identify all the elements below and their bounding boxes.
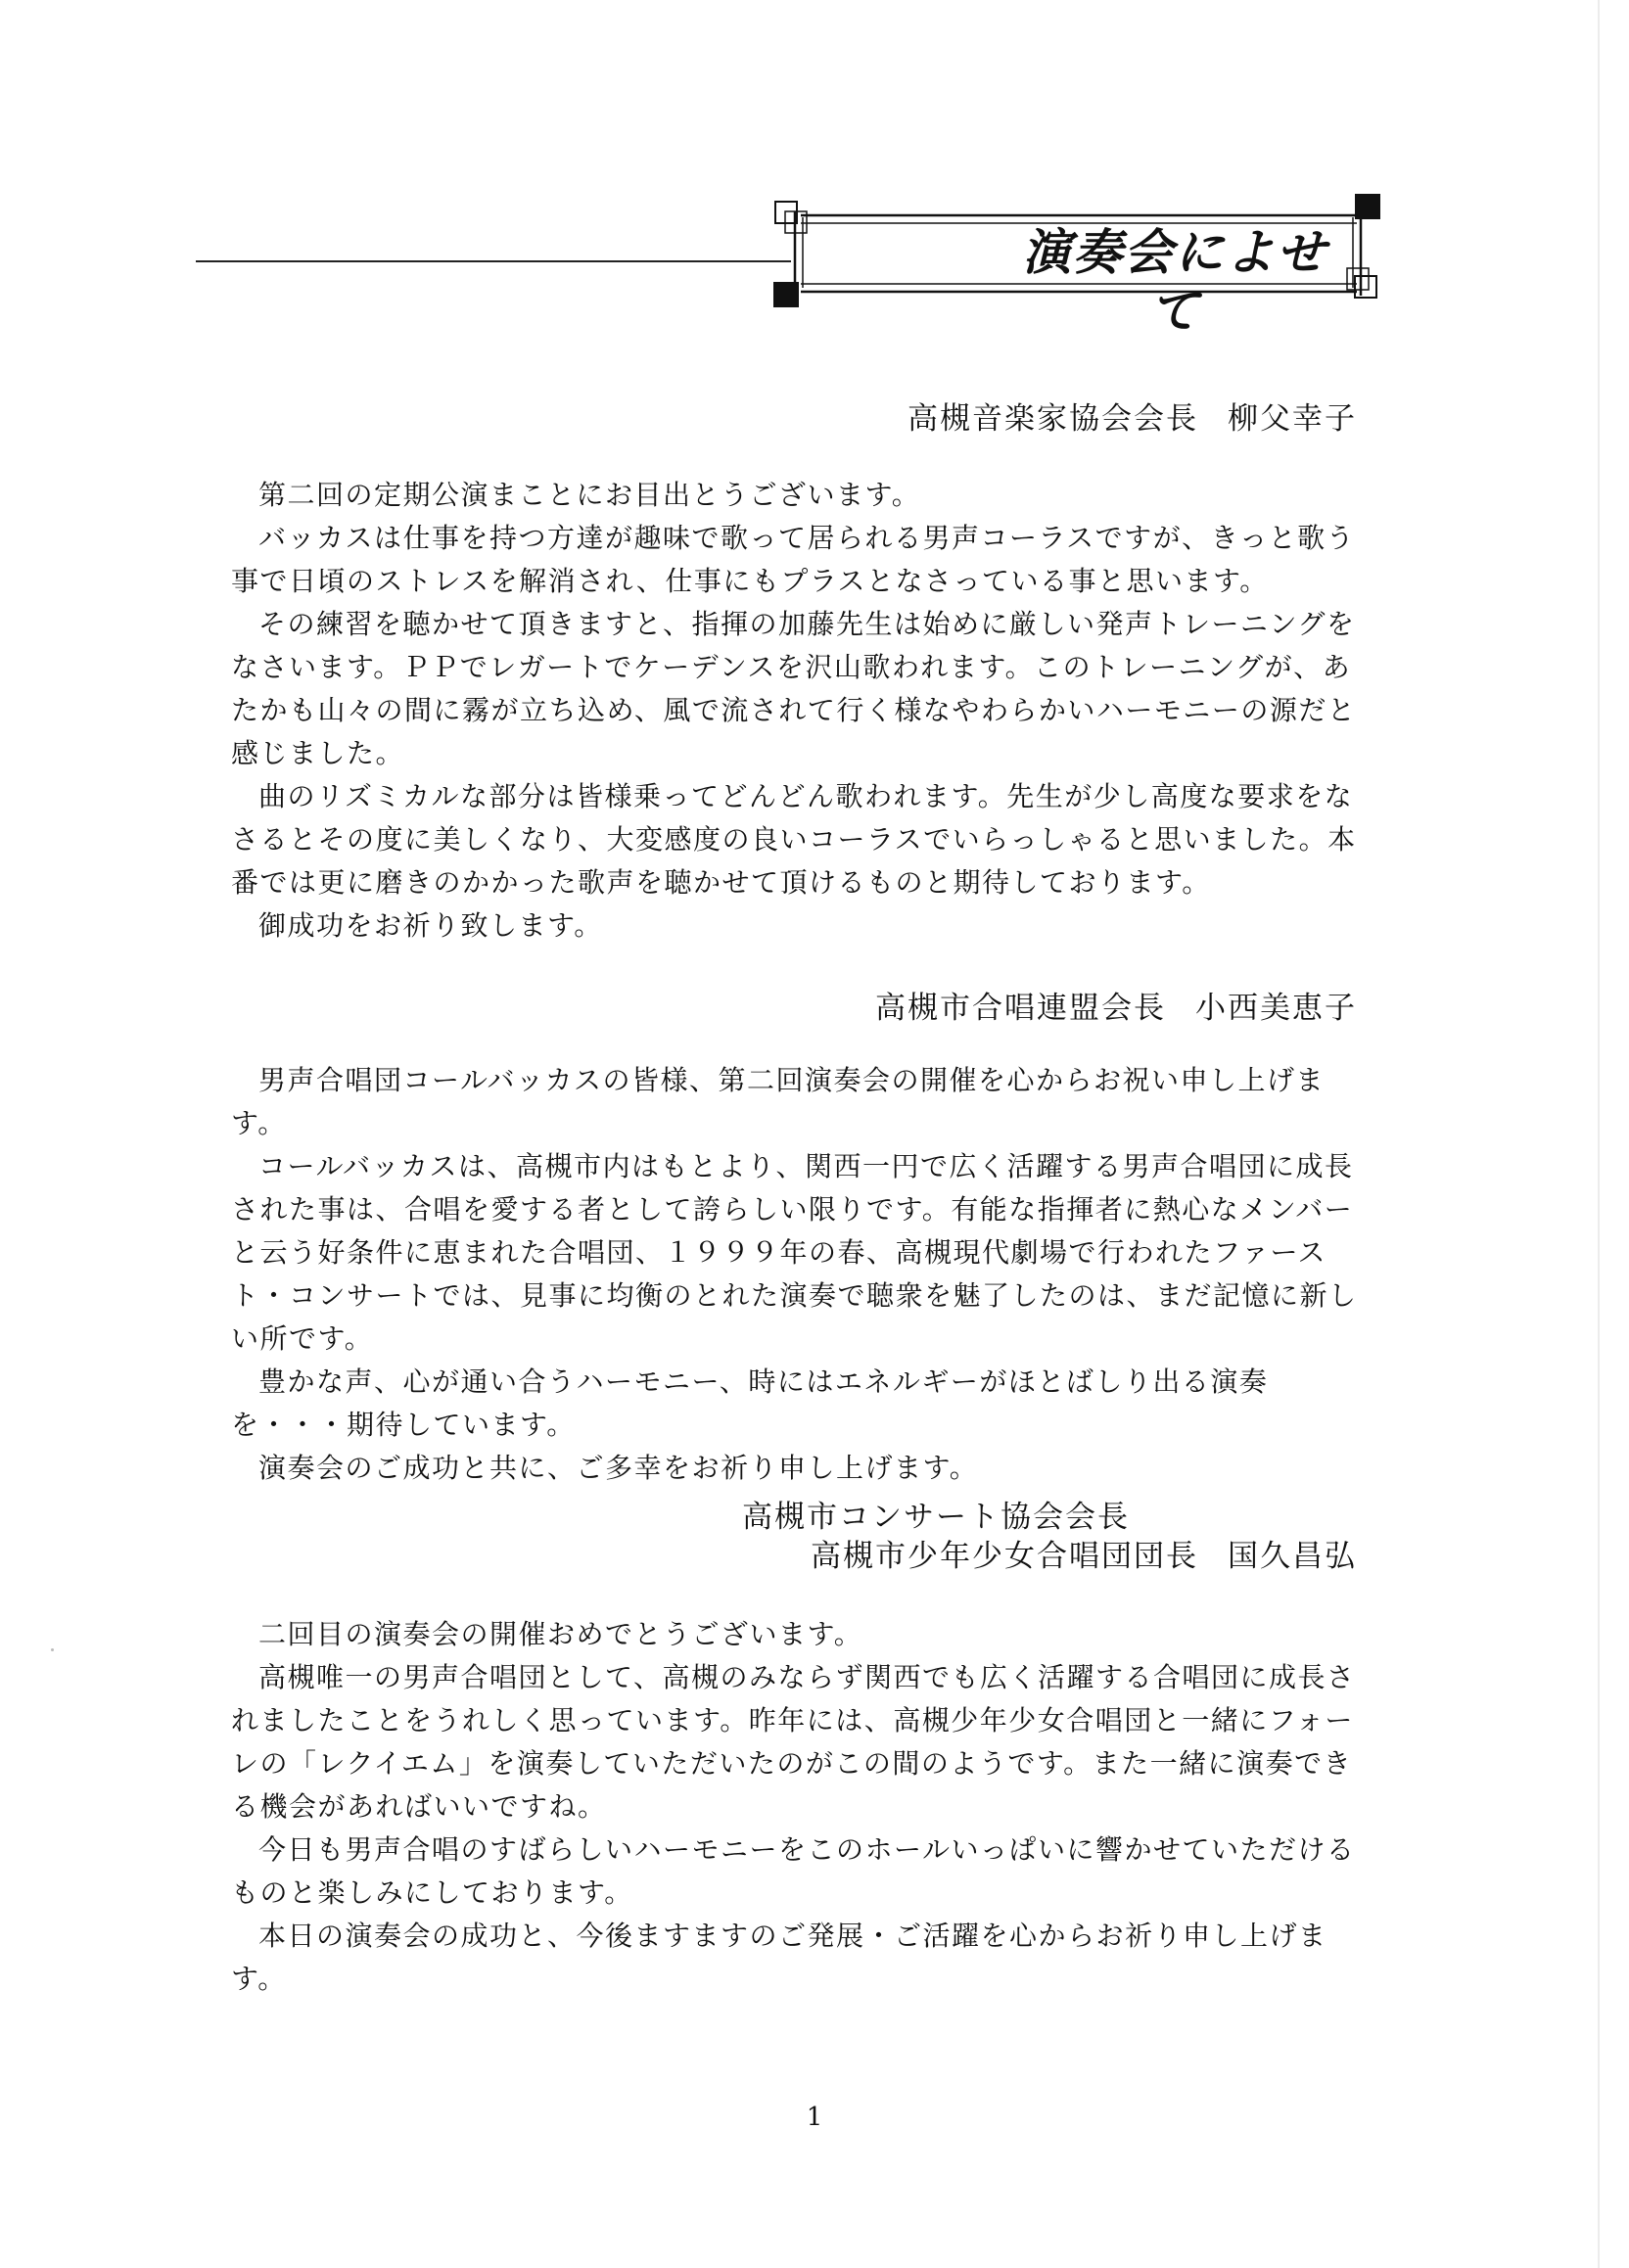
banner-rule xyxy=(196,260,791,262)
paragraph: 今日も男声合唱のすばらしいハーモニーをこのホールいっぱいに響かせていただけるものと楽しみにしております。 xyxy=(231,1833,1356,1909)
author-heading-3b xyxy=(811,1531,1357,1575)
paragraph: 曲のリズミカルな部分は皆様乗ってどんどん歌われます。先生が少し高度な要求をなさるとその度に美しくなり、大変感度の良いコーラスでいらっしゃると思いました。本番では更に磨きのかかった歌声を聴かせて頂けるものと期待しております。 xyxy=(231,780,1357,899)
paragraph: バッカスは仕事を持つ方達が趣味で歌って居られる男声コーラスですが、きっと歌う事で日頃のストレスを解消され、仕事にもプラスとなさっている事と思います。 xyxy=(231,522,1356,597)
page-title: 演奏会によせて xyxy=(1022,223,1327,340)
author-heading-3a xyxy=(742,1492,1130,1536)
author-heading-1 xyxy=(908,393,1357,438)
paragraph: コールバッカスは、高槻市内はもとより、関西一円で広く活躍する男声合唱団に成長された事は、合唱を愛する者として誇らしい限りです。有能な指揮者に熱心なメンバーと云う好条件に恵まれた合唱団、１９９９年の春、高槻現代劇場で行われたファースト・コンサートでは、見事に均衡のとれた演奏で聴衆を魅了したのは、まだ記憶に新しい所です。 xyxy=(231,1150,1358,1355)
message-body-1 xyxy=(231,474,1365,948)
paragraph: 第二回の定期公演まことにお目出とうございます。 xyxy=(258,479,921,511)
paragraph: 本日の演奏会の成功と、今後ますますのご発展・ご活躍を心からお祈り申し上げます。 xyxy=(231,1920,1327,1995)
author-title: 高槻市コンサート協会会長 xyxy=(742,1500,1130,1535)
paragraph: 二回目の演奏会の開催おめでとうございます。 xyxy=(258,1618,863,1650)
page-number: 1 xyxy=(806,2103,823,2132)
author-heading-2 xyxy=(875,983,1357,1027)
paragraph: その練習を聴かせて頂きますと、指揮の加藤先生は始めに厳しい発声トレーニングをなさいます。ＰＰでレガートでケーデンスを沢山歌われます。このトレーニングが、あたかも山々の間に霧が立ち込め、風で流されて行く様なやわらかいハーモニーの源だと感じました。 xyxy=(231,608,1357,769)
message-body-2 xyxy=(231,1059,1365,1490)
message-body-3 xyxy=(231,1613,1365,2001)
paragraph: 男声合唱団コールバッカスの皆様、第二回演奏会の開催を心からお祝い申し上げます。 xyxy=(231,1064,1325,1139)
paragraph: 豊かな声、心が通い合うハーモニー、時にはエネルギーがほとばしり出る演奏を・・・期待しています。 xyxy=(231,1365,1269,1441)
scan-edge xyxy=(1598,0,1600,2268)
author-title: 高槻音楽家協会会長 xyxy=(908,401,1198,437)
author-title: 高槻市少年少女合唱団団長 xyxy=(811,1539,1198,1574)
paragraph: 高槻唯一の男声合唱団として、高槻のみならず関西でも広く活躍する合唱団に成長されましたことをうれしく思っています。昨年には、高槻少年少女合唱団と一緒にフォーレの「レクイエム」を演奏していただいたのがこの間のようです。また一緒に演奏できる機会があればいいですね。 xyxy=(231,1661,1356,1823)
author-title: 高槻市合唱連盟会長 xyxy=(875,991,1166,1026)
scan-speck xyxy=(51,1648,54,1651)
paragraph: 演奏会のご成功と共に、ご多幸をお祈り申し上げます。 xyxy=(258,1452,979,1484)
author-name: 柳父幸子 xyxy=(1228,401,1357,437)
author-name: 国久昌弘 xyxy=(1228,1539,1357,1574)
header-banner xyxy=(773,194,1380,340)
paragraph: 御成功をお祈り致します。 xyxy=(258,909,603,942)
author-name: 小西美恵子 xyxy=(1195,991,1357,1026)
